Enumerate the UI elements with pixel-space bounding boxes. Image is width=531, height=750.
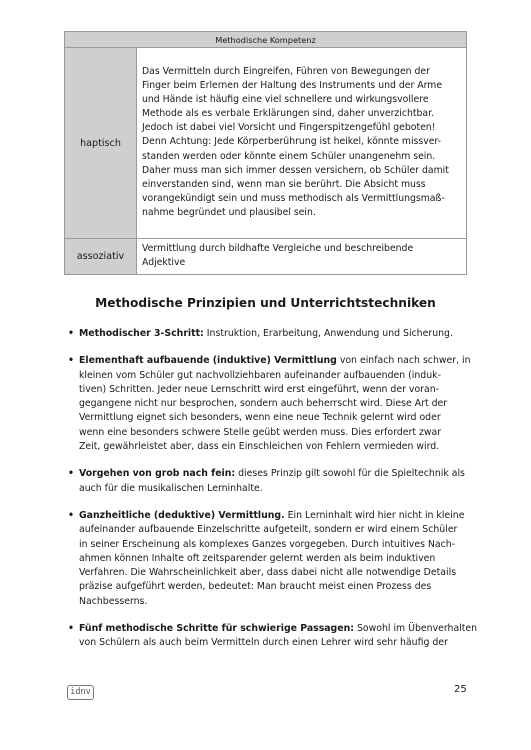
text-line: Denn Achtung: Jede Körperberührung ist heikel, könnte missver- <box>142 136 442 148</box>
principles-list <box>68 327 478 664</box>
row-label-assoziativ: assoziativ <box>65 239 137 275</box>
text-line: einverstanden sind, wenn man sie berührt. Die Absicht muss <box>142 178 426 190</box>
item-text: kleinen vom Schüler gut nachvollziehbaren aufeinander aufbauenden (induk- <box>79 369 441 381</box>
text-line: Methode als es verbale Erklärungen sind, daher unverzichtbar. <box>142 108 435 120</box>
text-line: Vermittlung durch bildhafte Vergleiche und beschreibende <box>142 242 414 254</box>
item-term: Ganzheitliche (deduktive) Vermittlung. <box>79 509 285 521</box>
row-text-haptisch <box>137 48 467 239</box>
item-term: Vorgehen von grob nach fein: <box>79 468 236 480</box>
item-text: von einfach nach schwer, in <box>339 355 471 367</box>
item-text: Sowohl im Übenverhalten <box>356 623 478 635</box>
item-text: Ein Lerninhalt wird hier nicht in kleine <box>287 509 465 521</box>
item-text: Vermittlung eignet sich besonders, wenn eine neue Technik gelernt wird oder <box>79 412 441 424</box>
text-line: Daher muss man sich immer dessen versichern, ob Schüler damit <box>142 164 449 176</box>
item-text: dieses Prinzip gilt sowohl für die Spieltechnik als <box>238 468 465 480</box>
row-text-assoziativ <box>137 239 467 275</box>
text-line: nahme begründet und plausibel sein. <box>142 206 316 218</box>
item-text: von Schülern als auch beim Vermitteln durch einen Lehrer wird sehr häufig der <box>79 637 448 649</box>
item-text: ahmen können Inhalte oft zeitsparender gelernt werden als beim induktiven <box>79 552 436 564</box>
item-text: gegangene nicht nur besprochen, sondern auch beherrscht wird. Diese Art der <box>79 398 448 410</box>
text-line: Das Vermitteln durch Eingreifen, Führen von Bewegungen der <box>142 65 430 77</box>
item-text: in seiner Erscheinung als komplexes Ganzes vorgegeben. Durch intuitives Nach- <box>79 538 456 550</box>
section-title: Methodische Prinzipien und Unterrichtstechniken <box>95 296 436 310</box>
bullet-icon: • <box>68 328 74 339</box>
list-item <box>68 509 468 609</box>
text-line: standen werden oder könnte einem Schüler unangenehm sein. <box>142 150 436 162</box>
text-line: Finger beim Erlernen der Haltung des Instruments und der Arme <box>142 80 443 92</box>
item-text: Instruktion, Erarbeitung, Anwendung und Sicherung. <box>206 328 453 339</box>
item-text: tiven) Schritten. Jeder neue Lernschritt wird erst eingeführt, wenn der voran- <box>79 383 440 395</box>
item-text: auch für die musikalischen Lerninhalte. <box>79 482 263 494</box>
bullet-icon: • <box>68 468 74 480</box>
publisher-logo: idnv <box>67 685 94 700</box>
page-number: 25 <box>454 684 467 695</box>
item-text: Zeit, gewährleistet aber, dass ein Einschleichen von Fehlern vermieden wird. <box>79 441 440 453</box>
table-header: Methodische Kompetenz <box>65 32 467 48</box>
bullet-icon: • <box>68 355 74 367</box>
item-term: Elementhaft aufbauende (induktive) Vermittlung <box>79 355 337 367</box>
methodische-kompetenz-table <box>64 31 467 275</box>
list-item <box>68 354 471 454</box>
item-text: aufeinander aufbauende Einzelschritte aufgeteilt, sondern er wird einem Schüler <box>79 524 458 536</box>
list-item <box>68 622 478 651</box>
item-term: Methodischer 3-Schritt: <box>79 328 204 339</box>
text-line: Adjektive <box>142 257 186 268</box>
item-term: Fünf methodische Schritte für schwierige Passagen: <box>79 623 354 635</box>
text-line: und Hände ist häufig eine viel schnellere und wirkungsvollere <box>142 94 429 106</box>
text-line: Jedoch ist dabei viel Vorsicht und Fingerspitzengefühl geboten! <box>142 122 436 134</box>
item-text: wenn eine besonders schwere Stelle geübt werden muss. Dies erfordert zwar <box>79 426 442 438</box>
list-item <box>68 327 468 341</box>
row-label-haptisch: haptisch <box>65 48 137 239</box>
text-line: vorangekündigt sein und muss methodisch als Vermittlungsmaß- <box>142 192 445 204</box>
bullet-icon: • <box>68 509 74 521</box>
list-item <box>68 467 468 496</box>
item-text: präzise aufgeführt werden, bedeutet: Man braucht meist einen Prozess des <box>79 581 432 593</box>
bullet-icon: • <box>68 623 74 635</box>
item-text: Nachbesserns. <box>79 595 148 607</box>
item-text: Verfahren. Die Wahrscheinlichkeit aber, dass dabei nicht alle notwendige Details <box>79 567 457 579</box>
